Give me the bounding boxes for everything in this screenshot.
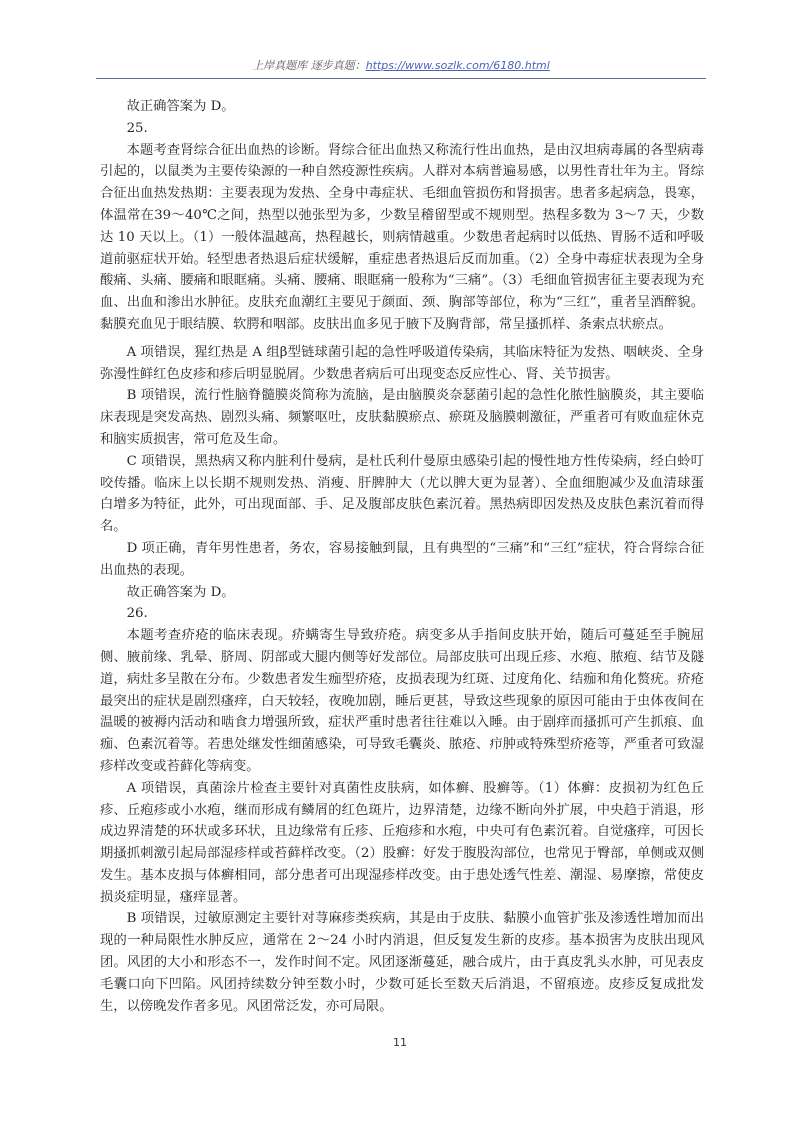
document-body bbox=[100, 96, 704, 1017]
answer-line: 故正确答案为 D。 bbox=[126, 584, 235, 600]
explanation-paragraph: 本题考查疥疮的临床表现。疥螨寄生导致疥疮。病变多从手指间皮肤开始，随后可蔓延至手腕屈侧、腋前缘、乳晕、脐周、阴部或大腿内侧等好发部位。局部皮肤可出现丘疹、水疱、脓疱、结节及隧道，病灶多呈散在分布。少数患者发生痂型疥疮，皮损表现为红斑、过度角化、结痂和角化赘疣。疥疮最突出的症状是剧烈瘙痒，白天较轻，夜晚加剧，睡后更甚，导致这些现象的原因可能由于虫体夜间在温暖的被褥内活动和啮食力增强所致，症状严重时患者往往难以入睡。由于剧痒而搔抓可产生抓痕、血痂、色素沉着等。若患处继发性细菌感染，可导致毛囊炎、脓疮、疖肿或特殊型疥疮等，严重者可致湿疹样改变或苔藓化等病变。 bbox=[100, 628, 704, 774]
page-number: 11 bbox=[393, 1036, 407, 1049]
answer-line: 故正确答案为 D。 bbox=[126, 99, 235, 114]
question-number: 25. bbox=[126, 120, 148, 136]
page-header bbox=[96, 56, 706, 79]
explanation-paragraph: 本题考查肾综合征出血热的诊断。肾综合征出血热又称流行性出血热，是由汉坦病毒属的各型病毒引起的，以鼠类为主要传染源的一种自然疫源性疾病。人群对本病普遍易感，以男性青壮年为主。肾综合征出血热发热期：主要表现为发热、全身中毒症状、毛细血管损伤和肾损害。患者多起病急，畏寒，体温常在39～40℃之间，热型以弛张型为多，少数呈稽留型或不规则型。热程多数为 3～7 天，少数达 10 天以上。（1）一般体温越高，热程越长，则病情越重。少数患者起病时以低热、胃肠不适和呼吸道前驱症状开始。轻型患者热退后症状缓解，重症患者热退后反而加重。（2）全身中毒症状表现为全身酸痛、头痛、腰痛和眼眶痛。头痛、腰痛、眼眶痛一般称为“三痛”。（3）毛细血管损害征主要表现为充血、出血和渗出水肿征。皮肤充血潮红主要见于颜面、颈、胸部等部位，称为“三红”，重者呈酒醉貌。黏膜充血见于眼结膜、软腭和咽部。皮肤出血多见于腋下及胸背部，常呈搔抓样、条索点状瘀点。 bbox=[100, 142, 704, 332]
option-c-paragraph: C 项错误，黑热病又称内脏利什曼病，是杜氏利什曼原虫感染引起的慢性地方性传染病，经白蛉叮咬传播。临床上以长期不规则发热、消瘦、肝脾肿大（尤以脾大更为显著）、全血细胞减少及血清球蛋白增多为特征，此外，可出现面部、手、足及腹部皮肤色素沉着。黑热病即因发热及皮肤色素沉着而得名。 bbox=[100, 453, 704, 535]
option-b-paragraph: B 项错误，过敏原测定主要针对荨麻疹类疾病，其是由于皮肤、黏膜小血管扩张及渗透性增加而出现的一种局限性水肿反应，通常在 2～24 小时内消退，但反复发生新的皮疹。基本损害为皮肤出现风团。风团的大小和形态不一，发作时间不定。风团逐渐蔓延，融合成片，由于真皮乳头水肿，可见表皮毛囊口向下凹陷。风团持续数分钟至数小时，少数可延长至数天后消退，不留痕迹。皮疹反复成批发生，以傍晚发作者多见。风团常泛发，亦可局限。 bbox=[100, 911, 704, 1014]
option-d-paragraph: D 项正确，青年男性患者，务农，容易接触到鼠，且有典型的“三痛”和“三红”症状，符合肾综合征出血热的表现。 bbox=[100, 540, 704, 578]
option-a-paragraph: A 项错误，猩红热是 A 组β型链球菌引起的急性呼吸道传染病，其临床特征为发热、咽峡炎、全身弥漫性鲜红色皮疹和疹后明显脱屑。少数患者病后可出现变态反应性心、肾、关节损害。 bbox=[100, 344, 704, 382]
header-url-link[interactable]: https://www.sozlk.com/6180.html bbox=[365, 59, 550, 72]
option-b-paragraph: B 项错误，流行性脑脊髓膜炎简称为流脑，是由脑膜炎奈瑟菌引起的急性化脓性脑膜炎，其主要临床表现是突发高热、剧烈头痛、频繁呕吐，皮肤黏膜瘀点、瘀斑及脑膜刺激征，严重者可有败血症休克和脑实质损害，常可危及生命。 bbox=[100, 388, 704, 447]
header-prefix: 上岸真题库 逐步真题： bbox=[252, 59, 366, 72]
option-a-paragraph: A 项错误，真菌涂片检查主要针对真菌性皮肤病，如体癣、股癣等。（1）体癣：皮损初为红色丘疹、丘疱疹或小水疱，继而形成有鳞屑的红色斑片，边界清楚，边缘不断向外扩展，中央趋于消退，形成边界清楚的环状或多环状，且边缘常有丘疹、丘疱疹和水疱，中央可有色素沉着。自觉瘙痒，可因长期搔抓刺激引起局部湿疹样或苔藓样改变。（2）股癣：好发于腹股沟部位，也常见于臀部，单侧或双侧发生。基本皮损与体癣相同，部分患者可出现湿疹样改变。由于患处透气性差、潮湿、易摩擦，常使皮损炎症明显，瘙痒显著。 bbox=[100, 780, 704, 905]
question-number: 26. bbox=[126, 606, 148, 622]
